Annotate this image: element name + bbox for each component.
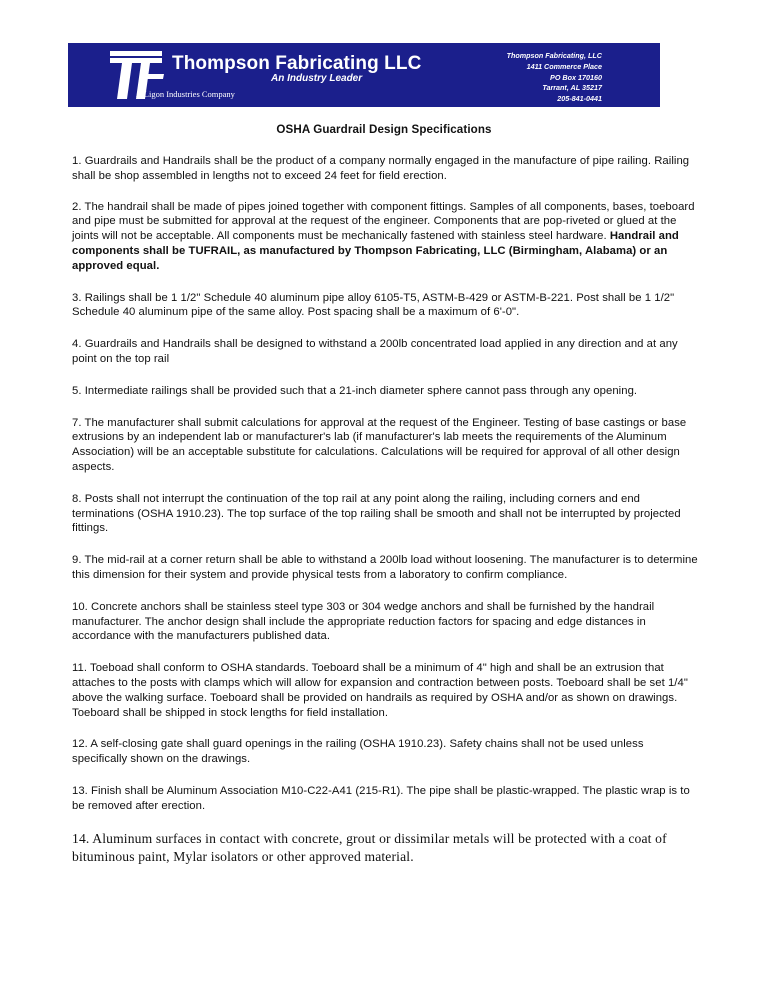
spec-item-1: 1. Guardrails and Handrails shall be the product of a company normally engaged in the manufacture of pipe railing. Railing shall be shop assembled in lengths not to exceed 24 feet for field erection. — [72, 155, 690, 182]
header-banner — [68, 43, 660, 107]
contact-po-box: PO Box 170160 — [550, 72, 602, 82]
company-tagline: An Industry Leader — [271, 73, 363, 84]
spec-list — [72, 154, 700, 866]
spec-item-2 — [72, 200, 700, 274]
company-name: Thompson Fabricating LLC — [172, 53, 422, 74]
spec-item-10: 10. Concrete anchors shall be stainless steel type 303 or 304 wedge anchors and shall be furnished by the handrail manufacturer. The anchor design shall include the appropriate reduction factors for spacing and edge distances in accordance with the manufacturers published data. — [72, 600, 655, 643]
contact-city: Tarrant, AL 35217 — [542, 83, 602, 93]
spec-item-11: 11. Toeboad shall conform to OSHA standards. Toeboard shall be a minimum of 4" high and shall be an extrusion that attaches to the posts with clamps which will allow for expansion and contraction between posts. Toeboard shall be set 1/4" above the walking surface. Toeboard shall be provided on handrails as required by OSHA and/or as shown on drawings. Toeboard shall be shipped in stock lengths for field installation. — [72, 662, 688, 719]
spec-item-2-text: 2. The handrail shall be made of pipes joined together with component fittings. Samples of all components, bases, toeboard and pipe must be submitted for approval at the request of the engineer. Components that are pop-riveted or glued at the joints will not be acceptable. All components must be mechanically fastened with stainless steel hardware. — [72, 200, 695, 243]
spec-item-4: 4. Guardrails and Handrails shall be designed to withstand a 200lb concentrated load applied in any direction and at any point on the top rail — [72, 338, 678, 365]
spec-item-7: 7. The manufacturer shall submit calculations for approval at the request of the Engineer. Testing of base castings or base extrusions by an independent lab or manufacturer's lab (if manufacturer's lab meets the requirements of the Aluminum Association) will be an acceptable substitute for calculations. Calculations will be required for approval of all other design aspects. — [72, 416, 687, 473]
spec-item-5: 5. Intermediate railings shall be provided such that a 21-inch diameter sphere cannot pass through any opening. — [72, 384, 638, 397]
spec-item-14: 14. Aluminum surfaces in contact with concrete, grout or dissimilar metals will be protected with a coat of bituminous paint, Mylar isolators or other approved material. — [72, 830, 667, 864]
spec-item-9: 9. The mid-rail at a corner return shall be able to withstand a 200lb load without loosening. The manufacturer is to determine this dimension for their system and provide physical tests from a laboratory to confirm compliance. — [72, 554, 698, 581]
document-title: OSHA Guardrail Design Specifications — [276, 123, 492, 136]
contact-block — [472, 51, 602, 105]
contact-street: 1411 Commerce Place — [526, 61, 602, 71]
spec-item-13: 13. Finish shall be Aluminum Association M10-C22-A41 (215-R1). The pipe shall be plastic-wrapped. The plastic wrap is to be removed after erection. — [72, 784, 690, 812]
contact-phone: 205-841-0441 — [557, 94, 602, 104]
contact-name: Thompson Fabricating, LLC — [506, 51, 602, 60]
spec-item-12: 12. A self-closing gate shall guard openings in the railing (OSHA 1910.23). Safety chains shall not be used unless specifically shown on the drawings. — [72, 738, 644, 766]
spec-item-8: 8. Posts shall not interrupt the continuation of the top rail at any point along the railing, including corners and end terminations (OSHA 1910.23). The top surface of the top railing shall be smooth and shall not be interrupted by projected fittings. — [72, 492, 681, 535]
parent-company: A Ligon Industries Company — [136, 89, 235, 99]
spec-item-2-bold: Handrail and components shall be TUFRAIL, as manufactured by Thompson Fabricating, LLC (Birmingham, Alabama) or an approved equal. — [72, 230, 679, 272]
spec-item-3: 3. Railings shall be 1 1/2" Schedule 40 aluminum pipe alloy 6105-T5, ASTM-B-429 or ASTM-B-221. Post shall be 1 1/2" Schedule 40 aluminum pipe of the same alloy. Post spacing shall be a maximum of 6'-0". — [72, 291, 675, 319]
